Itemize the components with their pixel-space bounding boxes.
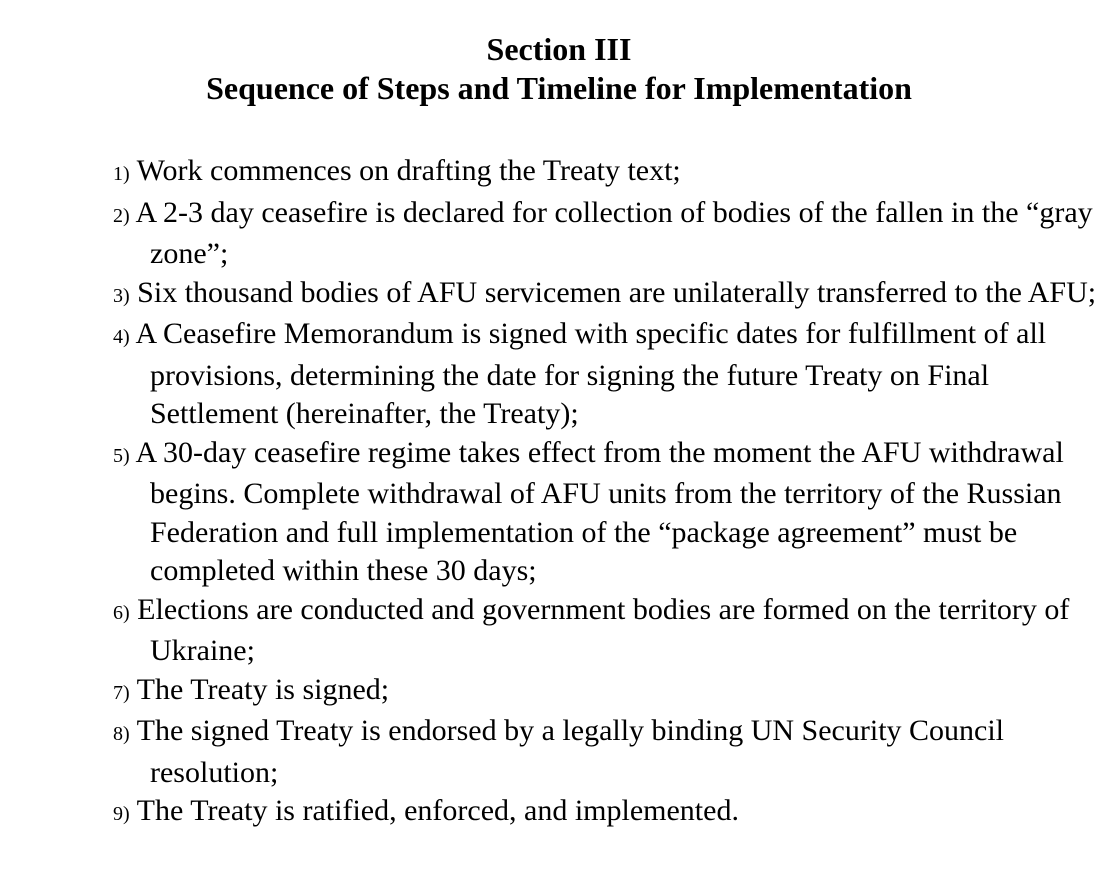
item-number: 1) (113, 163, 130, 185)
item-text: Elections are conducted and government bodies are formed on the territory of Ukraine; (137, 592, 1070, 667)
list-item (0, 315, 1098, 434)
list-item (0, 152, 1098, 194)
item-text: A 30-day ceasefire regime takes effect from the moment the AFU withdrawal begins. Complete withdrawal of AFU units from the territory of the Russian Federation and full implementation of the “package agreement” must be completed within these 30 days; (135, 435, 1064, 587)
steps-list (0, 152, 1118, 834)
list-item (0, 792, 1098, 834)
list-item (0, 274, 1098, 316)
item-number: 3) (113, 284, 130, 307)
section-heading-line1: Section III (486, 31, 632, 67)
item-number: 4) (113, 326, 130, 348)
item-text: The signed Treaty is endorsed by a legally binding UN Security Council resolution; (136, 714, 1005, 789)
item-number: 2) (113, 204, 130, 227)
item-text: A Ceasefire Memorandum is signed with specific dates for fulfillment of all provisions, determining the date for signing the future Treaty on Final Settlement (hereinafter, the Treaty); (135, 317, 1047, 430)
item-text: Six thousand bodies of AFU servicemen are unilaterally transferred to the AFU; (137, 275, 1097, 309)
item-number: 9) (113, 803, 130, 825)
item-text: A 2-3 day ceasefire is declared for collection of bodies of the fallen in the “gray zone”; (135, 195, 1093, 270)
list-item (0, 434, 1098, 591)
item-text: The Treaty is ratified, enforced, and implemented. (136, 794, 739, 827)
item-number: 8) (113, 723, 130, 745)
section-heading-line2: Sequence of Steps and Timeline for Implementation (206, 70, 912, 106)
item-number: 7) (113, 681, 130, 704)
item-text: The Treaty is signed; (136, 672, 390, 706)
item-text: Work commences on drafting the Treaty text; (136, 154, 681, 187)
list-item (0, 712, 1098, 792)
section-heading (0, 0, 1118, 108)
item-number: 6) (113, 601, 130, 624)
item-number: 5) (113, 444, 130, 467)
list-item (0, 671, 1098, 713)
list-item (0, 194, 1098, 274)
list-item (0, 591, 1098, 671)
